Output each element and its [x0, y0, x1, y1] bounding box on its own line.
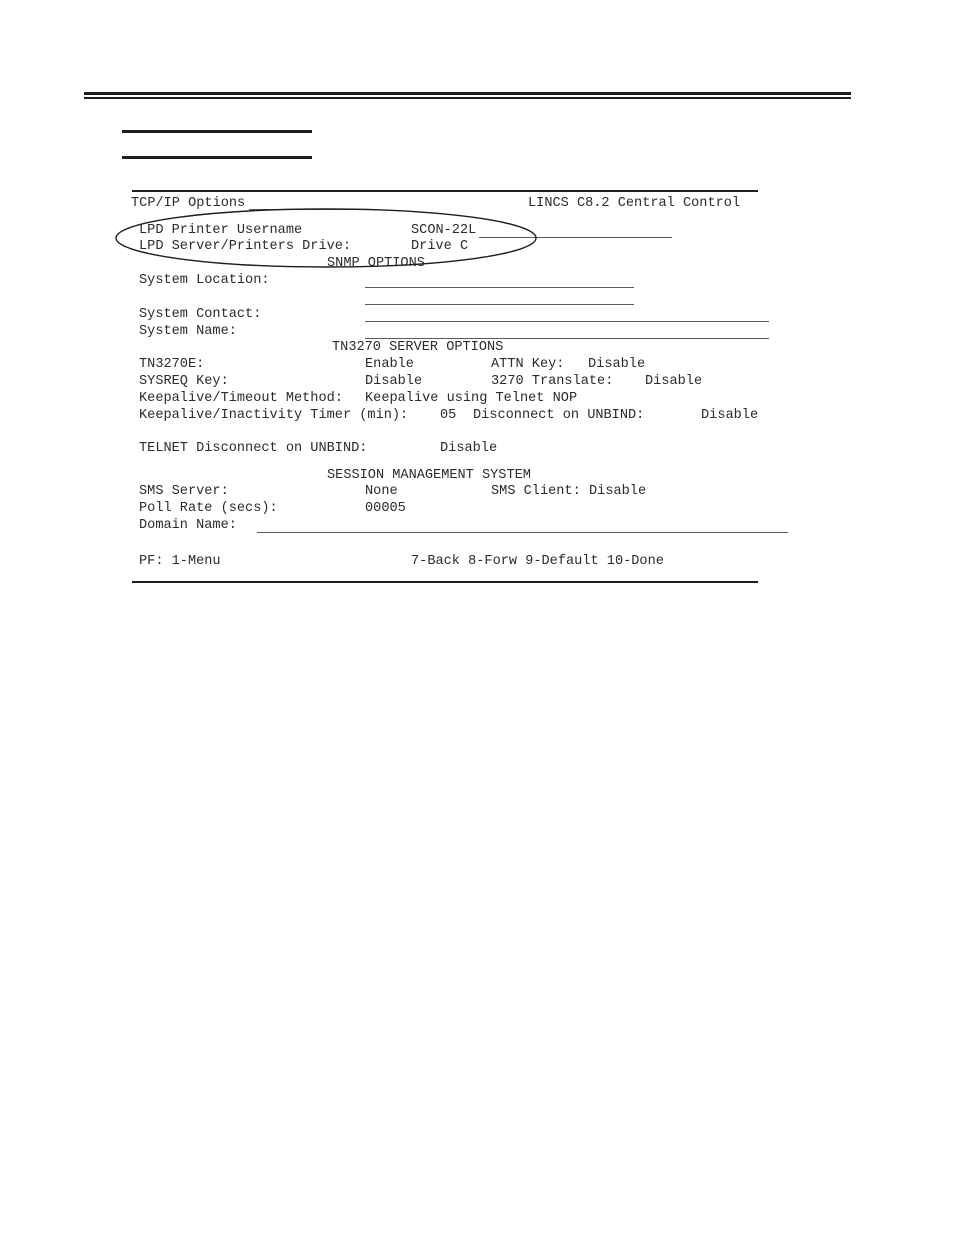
- lpd-username-value[interactable]: SCON-22L: [411, 223, 477, 238]
- disconnect-unbind-label: Disconnect on UNBIND:: [473, 408, 645, 423]
- translate-label: 3270 Translate:: [491, 374, 614, 389]
- app-title: LINCS C8.2 Central Control: [528, 196, 741, 211]
- system-contact-label: System Contact:: [139, 307, 262, 322]
- pf-function-keys[interactable]: 7-Back 8-Forw 9-Default 10-Done: [411, 554, 664, 569]
- tn3270-heading: TN3270 SERVER OPTIONS: [332, 340, 504, 355]
- lpd-username-label: LPD Printer Username: [139, 223, 303, 238]
- attn-key-label: ATTN Key:: [491, 357, 565, 372]
- page-header-rule-thick: [84, 92, 851, 95]
- keepalive-method-label: Keepalive/Timeout Method:: [139, 391, 343, 406]
- sysreq-key-label: SYSREQ Key:: [139, 374, 229, 389]
- telnet-disconnect-label: TELNET Disconnect on UNBIND:: [139, 441, 368, 456]
- section-heading-rule-top: [122, 130, 312, 133]
- system-name-label: System Name:: [139, 324, 237, 339]
- keepalive-timer-label: Keepalive/Inactivity Timer (min):: [139, 408, 409, 423]
- screen-title: TCP/IP Options: [131, 196, 246, 211]
- keepalive-timer-value[interactable]: 05: [440, 408, 457, 423]
- screen-frame-top: [132, 190, 758, 192]
- title-underline: [249, 209, 349, 210]
- page-header-rule-thin: [84, 97, 851, 99]
- lpd-drive-value[interactable]: Drive C: [411, 239, 469, 254]
- system-location-field-2[interactable]: [365, 304, 634, 305]
- tn3270e-label: TN3270E:: [139, 357, 205, 372]
- lpd-username-field[interactable]: [479, 237, 672, 238]
- pf-menu-key[interactable]: PF: 1-Menu: [139, 554, 221, 569]
- system-contact-field[interactable]: [365, 321, 769, 322]
- domain-name-label: Domain Name:: [139, 518, 237, 533]
- keepalive-method-value[interactable]: Keepalive using Telnet NOP: [365, 391, 578, 406]
- disconnect-unbind-value[interactable]: Disable: [701, 408, 759, 423]
- poll-rate-label: Poll Rate (secs):: [139, 501, 278, 516]
- poll-rate-value[interactable]: 00005: [365, 501, 406, 516]
- system-location-field-1[interactable]: [365, 287, 634, 288]
- sms-client-label: SMS Client:: [491, 484, 581, 499]
- tn3270e-value[interactable]: Enable: [365, 357, 414, 372]
- attn-key-value[interactable]: Disable: [588, 357, 646, 372]
- screen-frame-bottom: [132, 581, 758, 583]
- snmp-heading: SNMP OPTIONS: [327, 256, 425, 271]
- sms-server-label: SMS Server:: [139, 484, 229, 499]
- system-name-field[interactable]: [365, 338, 769, 339]
- system-location-label: System Location:: [139, 273, 270, 288]
- section-heading-rule-bottom: [122, 156, 312, 159]
- lpd-drive-label: LPD Server/Printers Drive:: [139, 239, 352, 254]
- sms-server-value[interactable]: None: [365, 484, 398, 499]
- translate-value[interactable]: Disable: [645, 374, 703, 389]
- domain-name-field[interactable]: [257, 532, 788, 533]
- telnet-disconnect-value[interactable]: Disable: [440, 441, 498, 456]
- sms-client-value[interactable]: Disable: [589, 484, 647, 499]
- sysreq-key-value[interactable]: Disable: [365, 374, 423, 389]
- sms-heading: SESSION MANAGEMENT SYSTEM: [327, 468, 531, 483]
